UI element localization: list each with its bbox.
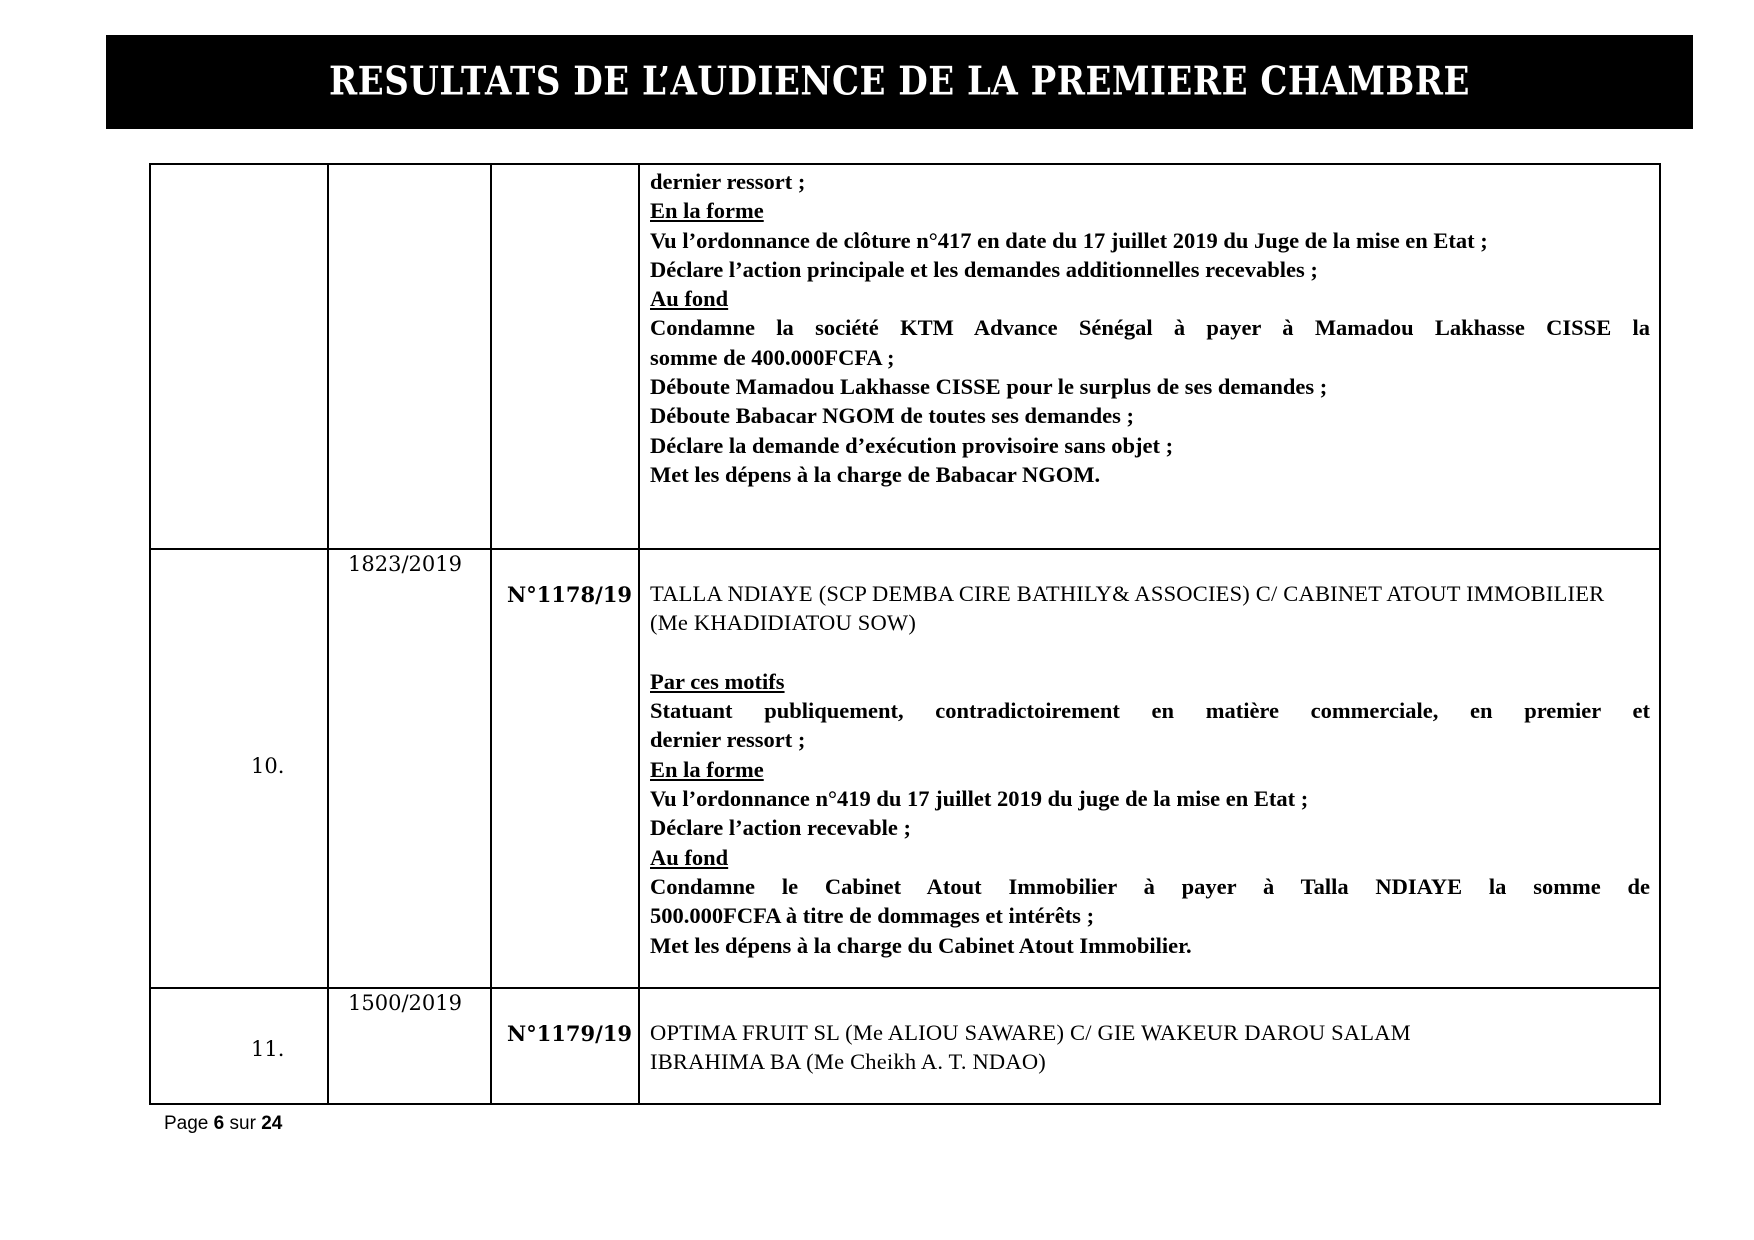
text-line: Déboute Mamadou Lakhasse CISSE pour le surplus de ses demandes ; bbox=[650, 374, 1328, 400]
text-line: dernier ressort ; bbox=[650, 727, 806, 753]
page-number: 6 bbox=[213, 1113, 225, 1134]
column-divider bbox=[327, 165, 329, 1103]
text-line: Déclare la demande d’exécution provisoire sans objet ; bbox=[650, 432, 1174, 458]
decision-text-10 bbox=[650, 579, 1650, 960]
case-rg: 1823/2019 bbox=[348, 552, 462, 576]
decision-text-prev bbox=[650, 167, 1650, 489]
text-line: Déclare l’action recevable ; bbox=[650, 815, 911, 841]
row-divider bbox=[151, 548, 1659, 550]
results-table bbox=[149, 163, 1661, 1105]
page-sur: sur bbox=[229, 1113, 256, 1134]
decision-number: N°1178/19 bbox=[507, 582, 633, 607]
parties-line: (Me KHADIDIATOU SOW) bbox=[650, 610, 917, 636]
section-heading: En la forme bbox=[650, 198, 764, 224]
page-footer bbox=[164, 1113, 282, 1135]
decision-text-11 bbox=[650, 1018, 1650, 1077]
section-heading: En la forme bbox=[650, 756, 764, 782]
parties-line: IBRAHIMA BA (Me Cheikh A. T. NDAO) bbox=[650, 1049, 1046, 1075]
page-title: RESULTATS DE L’AUDIENCE DE LA PREMIERE CHAMBRE bbox=[329, 59, 1470, 105]
page-total: 24 bbox=[261, 1113, 283, 1134]
page-label: Page bbox=[164, 1113, 209, 1134]
text-line: Met les dépens à la charge du Cabinet Atout Immobilier. bbox=[650, 932, 1192, 958]
decision-number: N°1179/19 bbox=[507, 1021, 633, 1046]
text-line: dernier ressort ; bbox=[650, 169, 806, 194]
row-divider bbox=[151, 987, 1659, 989]
parties-line: TALLA NDIAYE (SCP DEMBA CIRE BATHILY& ASSOCIES) C/ CABINET ATOUT IMMOBILIER bbox=[650, 581, 1605, 606]
text-line: Vu l’ordonnance n°419 du 17 juillet 2019 du juge de la mise en Etat ; bbox=[650, 786, 1309, 812]
section-heading: Par ces motifs bbox=[650, 668, 785, 694]
text-line: 500.000FCFA à titre de dommages et intérêts ; bbox=[650, 903, 1095, 929]
parties-line: OPTIMA FRUIT SL (Me ALIOU SAWARE) C/ GIE WAKEUR DAROU SALAM bbox=[650, 1020, 1411, 1045]
text-line: Vu l’ordonnance de clôture n°417 en date du 17 juillet 2019 du Juge de la mise en Etat ; bbox=[650, 227, 1488, 253]
section-heading: Au fond bbox=[650, 286, 729, 312]
case-number: 10. bbox=[251, 754, 285, 778]
text-line: Déclare l’action principale et les demandes additionnelles recevables ; bbox=[650, 256, 1318, 282]
text-line: somme de 400.000FCFA ; bbox=[650, 344, 895, 370]
text-line: Déboute Babacar NGOM de toutes ses demandes ; bbox=[650, 403, 1134, 429]
case-rg: 1500/2019 bbox=[348, 991, 462, 1015]
text-line: Condamne le Cabinet Atout Immobilier à payer à Talla NDIAYE la somme de bbox=[650, 873, 1650, 899]
text-line: Met les dépens à la charge de Babacar NGOM. bbox=[650, 461, 1101, 487]
case-number: 11. bbox=[251, 1037, 285, 1061]
text-line: Condamne la société KTM Advance Sénégal à payer à Mamadou Lakhasse CISSE la bbox=[650, 315, 1650, 341]
column-divider bbox=[490, 165, 492, 1103]
section-heading: Au fond bbox=[650, 844, 729, 870]
header-banner bbox=[106, 35, 1693, 129]
text-line: Statuant publiquement, contradictoirement en matière commerciale, en premier et bbox=[650, 698, 1650, 724]
column-divider bbox=[638, 165, 640, 1103]
